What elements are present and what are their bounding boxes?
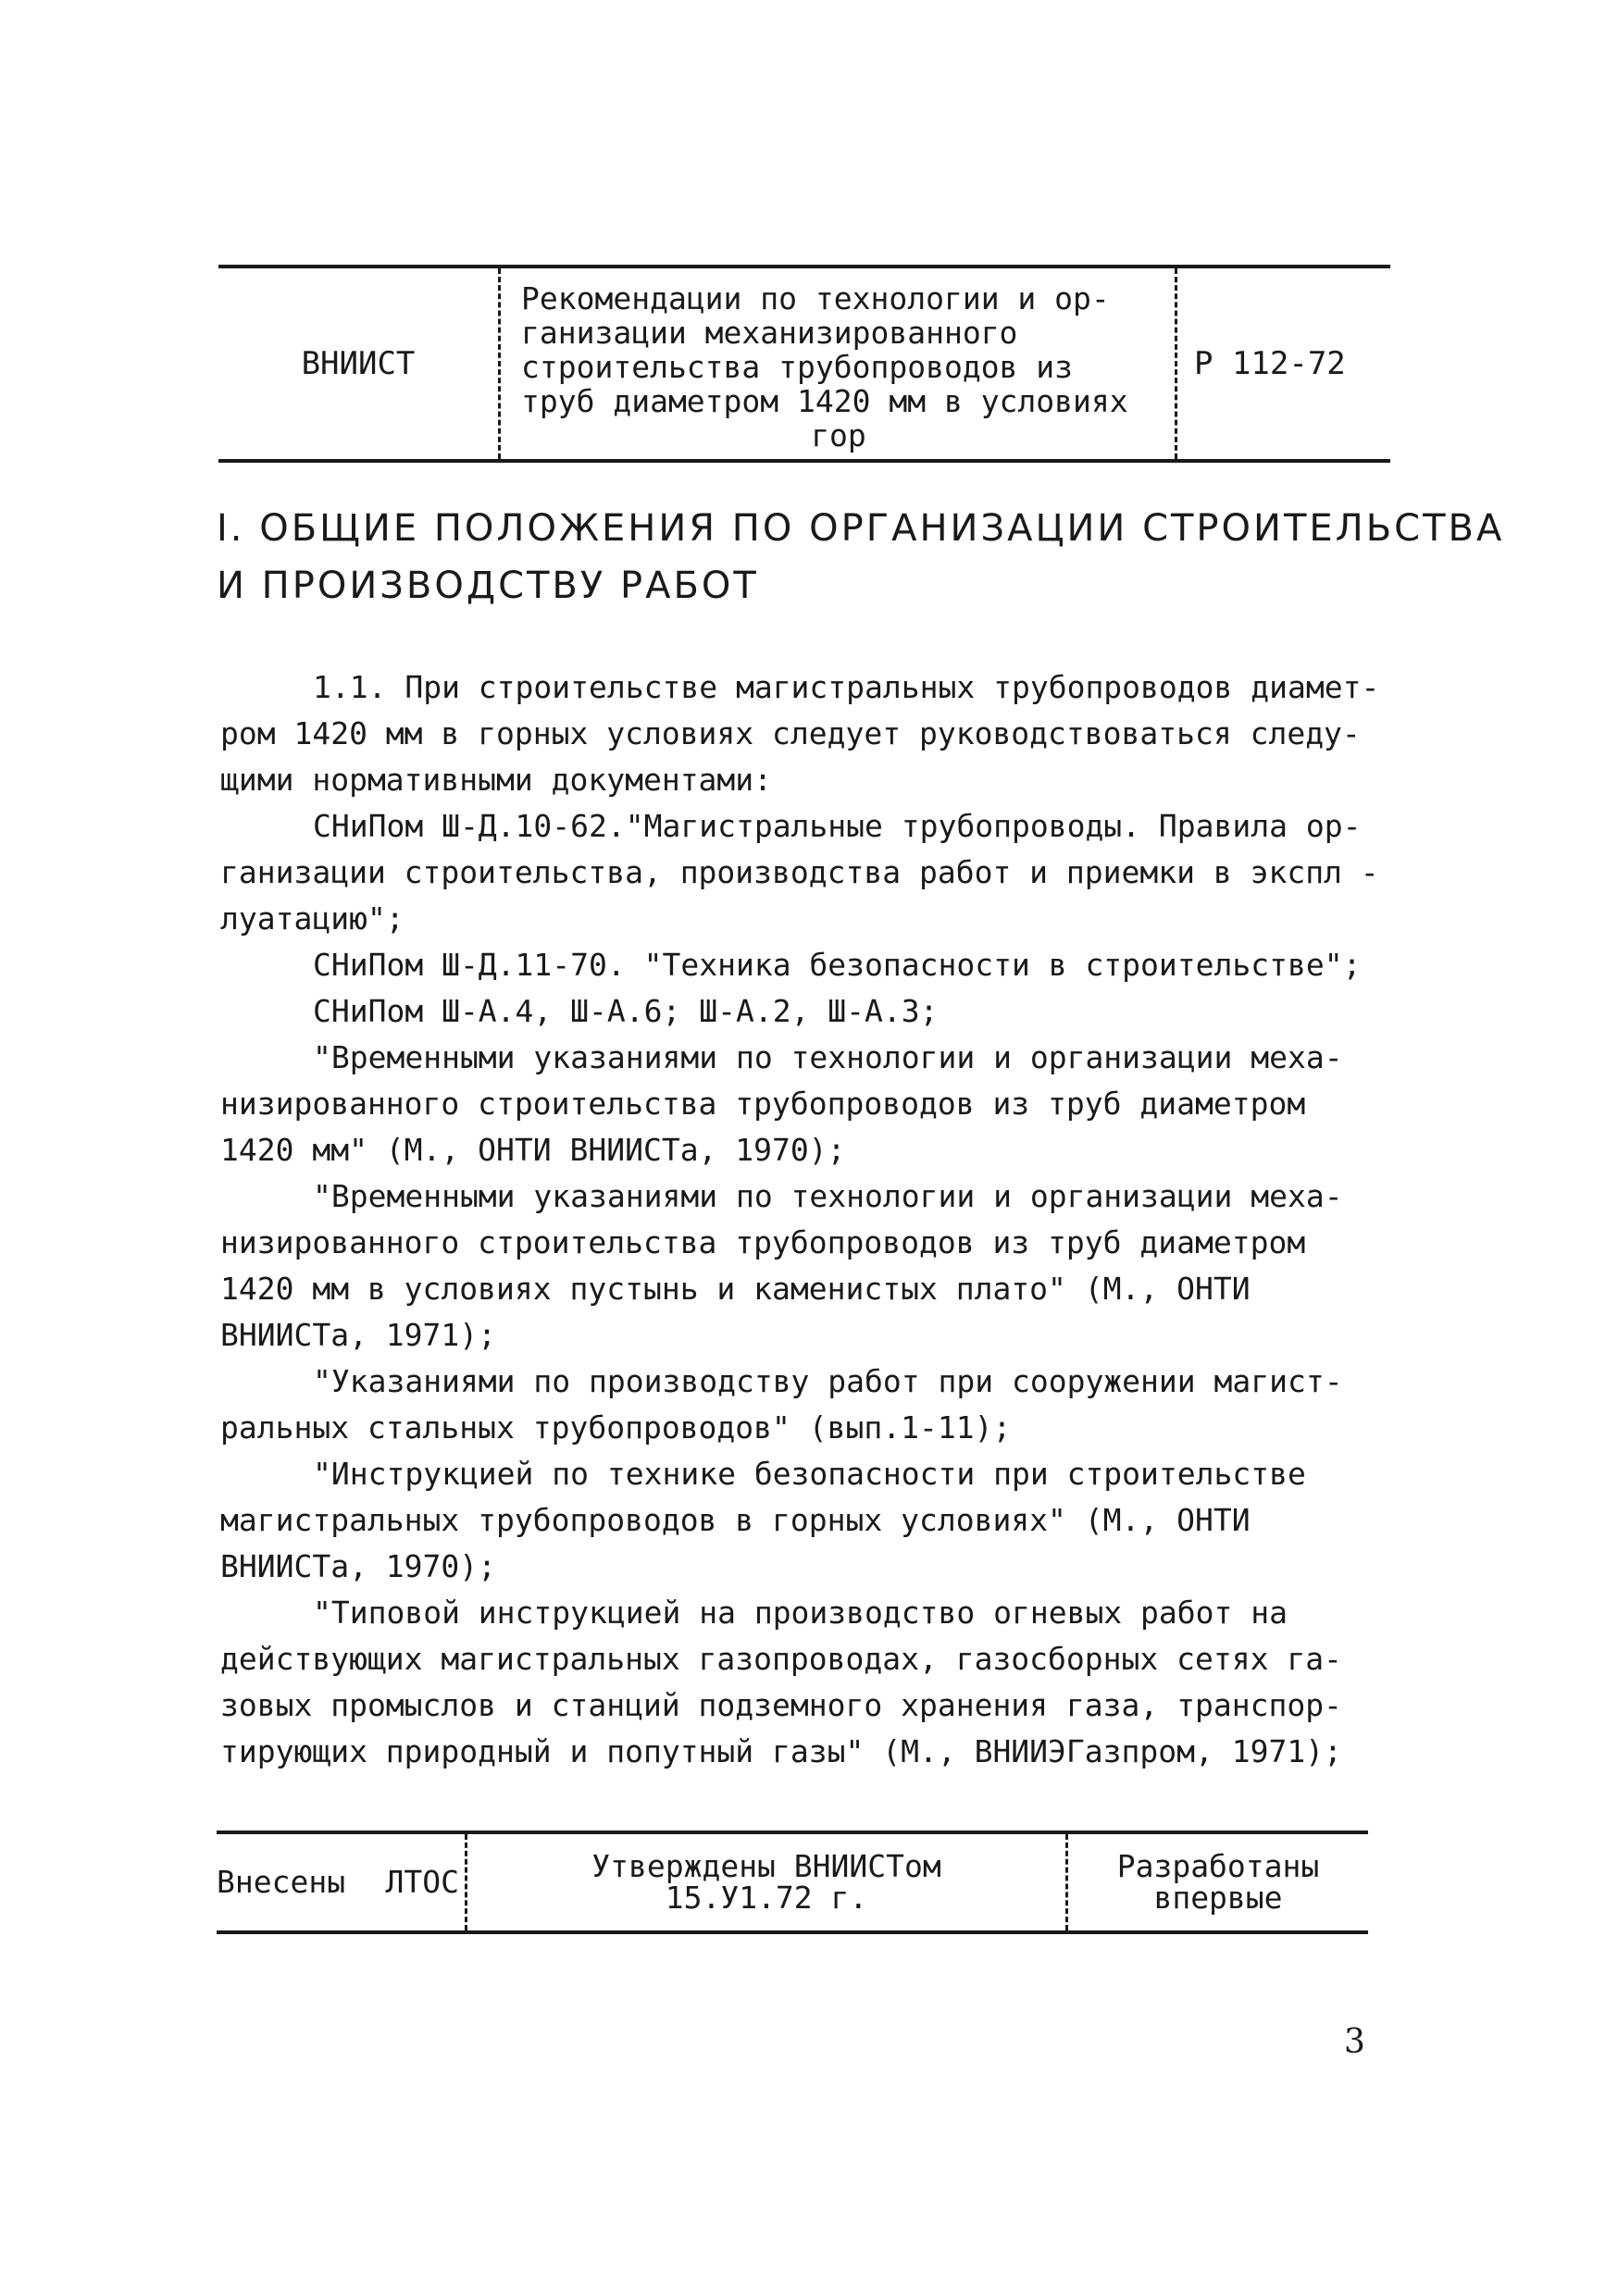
section-heading <box>217 500 1505 614</box>
paragraph-line: "Типовой инструкцией на производство огневых работ на <box>313 1595 1288 1631</box>
paragraph-line: зовых промыслов и станций подземного хранения газа, транспор- <box>220 1687 1342 1723</box>
developed-label: Разработаны <box>1116 1848 1320 1884</box>
paragraph-line: ганизации строительства, производства работ и приемки в экспл - <box>220 854 1379 890</box>
title-line: гор <box>811 417 866 453</box>
body-text <box>220 664 1424 1775</box>
document-code: Р 112-72 <box>1194 345 1346 382</box>
introduced-label: Внесены <box>217 1864 346 1900</box>
approved-cell <box>465 1834 1068 1930</box>
paragraph-line: ральных стальных трубопроводов" (вып.1-11); <box>220 1409 1012 1446</box>
title-line: труб диаметром 1420 мм в условиях <box>521 383 1128 419</box>
developed-status: впервые <box>1153 1880 1283 1916</box>
paragraph-line: тирующих природный и попутный газы" (М., ВНИИЭГазпром, 1971); <box>220 1733 1342 1769</box>
paragraph-line: СНиПом Ш-А.4, Ш-А.6; Ш-А.2, Ш-А.3; <box>313 993 939 1029</box>
paragraph-line: ром 1420 мм в горных условиях следует руководствоваться следу- <box>220 715 1361 751</box>
developed-cell <box>1068 1834 1368 1930</box>
paragraph-line: магистральных трубопроводов в горных условиях" (М., ОНТИ <box>220 1502 1251 1538</box>
organization-name: ВНИИСТ <box>301 345 416 382</box>
section-heading-line: И ПРОИЗВОДСТВУ РАБОТ <box>217 565 759 607</box>
title-line: ганизации механизированного <box>521 315 1018 351</box>
paragraph-line: 1.1. При строительстве магистральных трубопроводов диамет- <box>313 669 1380 705</box>
paragraph-line: 1420 мм в условиях пустынь и каменистых плато" (М., ОНТИ <box>220 1271 1251 1307</box>
page-number: 3 <box>1344 2023 1365 2061</box>
paragraph-line: "Указаниями по производству работ при сооружении магист- <box>313 1363 1343 1399</box>
paragraph-line: "Временными указаниями по технологии и организации меха- <box>313 1039 1343 1075</box>
header-stamp-table <box>218 265 1390 463</box>
introduced-cell <box>217 1834 465 1930</box>
introduced-by: ЛТОС <box>385 1864 459 1900</box>
paragraph-line: низированного строительства трубопроводов из труб диаметром <box>220 1086 1306 1122</box>
paragraph-line: "Временными указаниями по технологии и организации меха- <box>313 1178 1343 1214</box>
paragraph-line: действующих магистральных газопроводах, газосборных сетях га- <box>220 1641 1342 1677</box>
approval-date: 15.У1.72 г. <box>665 1880 868 1916</box>
paragraph-line: ВНИИСТа, 1971); <box>220 1317 497 1353</box>
approved-by: Утверждены ВНИИСТом <box>591 1848 941 1884</box>
paragraph-line: СНиПом Ш-Д.11-70. "Техника безопасности в строительстве"; <box>313 947 1362 983</box>
footer-stamp-table <box>217 1831 1368 1934</box>
title-line: строительства трубопроводов из <box>521 349 1074 385</box>
paragraph-line: низированного строительства трубопроводов из труб диаметром <box>220 1224 1306 1260</box>
title-line: Рекомендации по технологии и ор- <box>521 280 1110 316</box>
paragraph-line: луатацию"; <box>220 900 404 937</box>
paragraph-line: щими нормативными документами: <box>220 762 773 798</box>
section-heading-line: I. ОБЩИЕ ПОЛОЖЕНИЯ ПО ОРГАНИЗАЦИИ СТРОИТЕЛЬСТВА <box>217 507 1505 550</box>
document-title <box>498 268 1177 459</box>
paragraph-line: 1420 мм" (М., ОНТИ ВНИИСТа, 1970); <box>220 1132 846 1168</box>
paragraph-line: ВНИИСТа, 1970); <box>220 1548 497 1584</box>
paragraph-line: "Инструкцией по технике безопасности при строительстве <box>313 1456 1306 1492</box>
paragraph-line: СНиПом Ш-Д.10-62."Магистральные трубопроводы. Правила ор- <box>313 808 1362 844</box>
